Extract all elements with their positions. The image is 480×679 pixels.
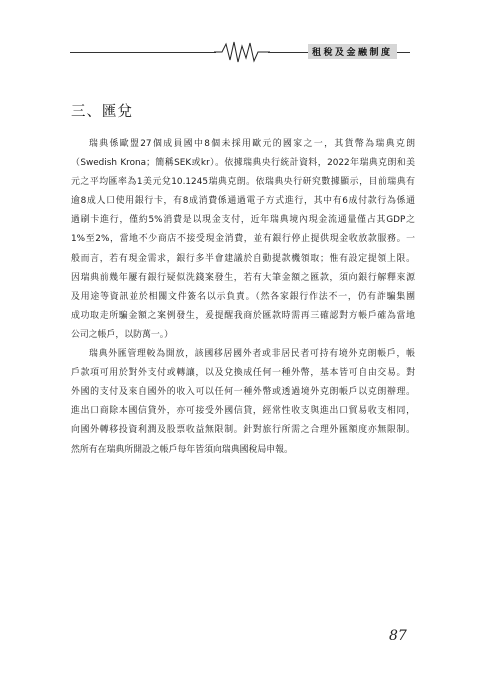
paragraph-line: 1%至2%，當地不少商店不接受現金消費，並有銀行停止提供現金收放款服務。一	[71, 234, 415, 245]
paragraph-line: 般而言，若有現金需求，銀行多半會建議於自動提款機領取；惟有設定提領上限。	[71, 253, 415, 264]
header-title: 租稅及金融制度	[308, 44, 397, 59]
paragraph	[71, 345, 415, 460]
running-header	[0, 38, 480, 66]
paragraph-line: 瑞典外匯管理較為開放，該國移居國外者或非居民者可持有境外克朗帳戶，帳	[89, 349, 415, 360]
header-rule-left	[70, 52, 216, 53]
paragraph-line: 因瑞典前幾年屢有銀行疑似洗錢案發生，若有大筆金額之匯款，須向銀行解釋來源	[71, 272, 415, 283]
paragraph-line: 瑞典係歐盟27個成員國中8個未採用歐元的國家之一，其貨幣為瑞典克朗	[89, 139, 415, 149]
paragraph-line: 進出口商除本國信貸外，亦可接受外國信貸，經常性收支與進出口貿易收支相同，	[71, 406, 415, 417]
heartbeat-line-icon	[214, 40, 270, 64]
paragraph-line: （Swedish Krona；簡稱SEK或kr）。依據瑞典央行統計資料，2022年瑞典克朗和美	[71, 158, 415, 169]
paragraph-line: 公司之帳戶，以防萬一。）	[71, 329, 174, 340]
paragraph-line: 然所有在瑞典所開設之帳戶每年皆須向瑞典國稅局申報。	[71, 444, 293, 455]
paragraph-line: 成功取走所騙金額之案例發生，爰提醒我商於匯款時需再三確認對方帳戶確為當地	[71, 310, 415, 321]
section-title: 三、匯兌	[71, 104, 133, 120]
page-number: 87	[389, 628, 407, 644]
paragraph-line: 外國的支付及來自國外的收入可以任何一種外幣或透過境外克朗帳戶以克朗辦理。	[71, 387, 415, 398]
paragraph-line: 逾8成人口使用銀行卡，有8成消費係通過電子方式進行，其中有6成付款行為係通	[71, 196, 415, 207]
paragraph-line: 過刷卡進行，僅約5%消費是以現金支付，近年瑞典境內現金流通量僅占其GDP之	[71, 215, 415, 226]
paragraph-line: 及用途等資訊並於相關文件簽名以示負責。（然各家銀行作法不一，仍有詐騙集團	[71, 291, 415, 302]
paragraph-line: 戶款項可用於對外支付或轉讓，以及兌換成任何一種外幣，基本皆可自由交易。對	[71, 368, 415, 379]
paragraph-line: 向國外轉移投資利潤及股票收益無限制。針對旅行所需之合理外匯額度亦無限制。	[71, 425, 415, 436]
paragraph-line: 元之平均匯率為1美元兌10.1245瑞典克朗。依瑞典央行研究數據顯示，目前瑞典有	[71, 177, 415, 188]
body-text	[71, 135, 415, 460]
paragraph	[71, 135, 415, 345]
